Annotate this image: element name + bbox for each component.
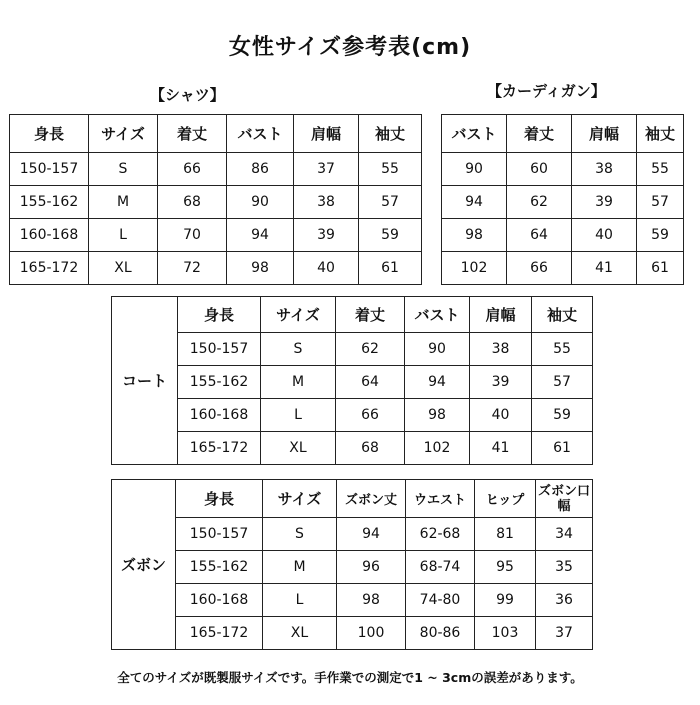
header-pants-length: ズボン丈 xyxy=(337,480,406,518)
cell: 64 xyxy=(336,366,405,399)
cell: 60 xyxy=(507,153,572,186)
header-hem-width: ズボン口幅 xyxy=(536,480,593,518)
header-shoulder: 肩幅 xyxy=(572,115,637,153)
cell: 61 xyxy=(637,252,684,285)
cell: S xyxy=(89,153,158,186)
cell: 90 xyxy=(227,186,294,219)
table-row xyxy=(112,584,593,617)
cell: L xyxy=(263,584,337,617)
cell: 41 xyxy=(470,432,532,465)
table-row xyxy=(112,399,593,432)
cell: XL xyxy=(89,252,158,285)
cell: 62 xyxy=(336,333,405,366)
header-height: 身長 xyxy=(178,297,261,333)
cell: 81 xyxy=(475,518,536,551)
cell: 98 xyxy=(227,252,294,285)
cell: 55 xyxy=(532,333,593,366)
cell: 61 xyxy=(359,252,422,285)
cell: 165-172 xyxy=(178,432,261,465)
table-row xyxy=(10,186,422,219)
cell: S xyxy=(261,333,336,366)
header-size: サイズ xyxy=(263,480,337,518)
table-row xyxy=(112,617,593,650)
cell: 68-74 xyxy=(406,551,475,584)
cell: 90 xyxy=(442,153,507,186)
cell: 39 xyxy=(572,186,637,219)
cell: 40 xyxy=(470,399,532,432)
table-row xyxy=(442,219,684,252)
cell: 100 xyxy=(337,617,406,650)
cell: 94 xyxy=(405,366,470,399)
cell: 36 xyxy=(536,584,593,617)
shirt-section-label: 【シャツ】 xyxy=(150,86,225,104)
cell: 102 xyxy=(442,252,507,285)
cell: 37 xyxy=(536,617,593,650)
cell: 57 xyxy=(637,186,684,219)
cell: 66 xyxy=(507,252,572,285)
cell: 99 xyxy=(475,584,536,617)
cell: 165-172 xyxy=(10,252,89,285)
cell: 160-168 xyxy=(178,399,261,432)
cell: 150-157 xyxy=(176,518,263,551)
header-size: サイズ xyxy=(89,115,158,153)
cell: 59 xyxy=(359,219,422,252)
table-row xyxy=(10,153,422,186)
header-sleeve: 袖丈 xyxy=(532,297,593,333)
page-title: 女性サイズ参考表(cm) xyxy=(228,35,472,60)
cell: 38 xyxy=(572,153,637,186)
cell: 94 xyxy=(337,518,406,551)
table-row xyxy=(112,366,593,399)
cell: 160-168 xyxy=(176,584,263,617)
cell: 39 xyxy=(294,219,359,252)
header-hip: ヒップ xyxy=(475,480,536,518)
cell: 150-157 xyxy=(178,333,261,366)
cell: 68 xyxy=(336,432,405,465)
cell: 94 xyxy=(442,186,507,219)
cell: 74-80 xyxy=(406,584,475,617)
cell: 150-157 xyxy=(10,153,89,186)
cell: 37 xyxy=(294,153,359,186)
cell: 155-162 xyxy=(10,186,89,219)
cell: 64 xyxy=(507,219,572,252)
cell: 72 xyxy=(158,252,227,285)
cell: 61 xyxy=(532,432,593,465)
cell: 165-172 xyxy=(176,617,263,650)
coat-row-label: コート xyxy=(112,297,178,465)
shirt-size-table xyxy=(9,114,422,285)
table-row xyxy=(10,252,422,285)
table-row xyxy=(442,153,684,186)
cell: 40 xyxy=(294,252,359,285)
header-sleeve: 袖丈 xyxy=(359,115,422,153)
cell: 66 xyxy=(336,399,405,432)
cell: 35 xyxy=(536,551,593,584)
table-row xyxy=(112,333,593,366)
measurement-note: 全てのサイズが既製服サイズです。手作業での測定で1 ~ 3cmの誤差があります。 xyxy=(117,670,583,685)
cell: 62-68 xyxy=(406,518,475,551)
table-row xyxy=(442,186,684,219)
table-row xyxy=(442,252,684,285)
header-height: 身長 xyxy=(176,480,263,518)
cell: 80-86 xyxy=(406,617,475,650)
cell: 38 xyxy=(470,333,532,366)
cell: M xyxy=(89,186,158,219)
pants-size-table xyxy=(111,479,593,650)
table-row xyxy=(112,518,593,551)
cell: 155-162 xyxy=(176,551,263,584)
header-length: 着丈 xyxy=(507,115,572,153)
table-row xyxy=(10,219,422,252)
cell: M xyxy=(261,366,336,399)
cell: 160-168 xyxy=(10,219,89,252)
cell: 57 xyxy=(359,186,422,219)
cell: 94 xyxy=(227,219,294,252)
header-sleeve: 袖丈 xyxy=(637,115,684,153)
header-shoulder: 肩幅 xyxy=(470,297,532,333)
cell: S xyxy=(263,518,337,551)
cell: 55 xyxy=(637,153,684,186)
header-shoulder: 肩幅 xyxy=(294,115,359,153)
header-height: 身長 xyxy=(10,115,89,153)
cell: 68 xyxy=(158,186,227,219)
cell: 34 xyxy=(536,518,593,551)
pants-row-label: ズボン xyxy=(112,480,176,650)
cell: L xyxy=(89,219,158,252)
table-row xyxy=(112,432,593,465)
cell: 62 xyxy=(507,186,572,219)
cell: 86 xyxy=(227,153,294,186)
header-bust: バスト xyxy=(227,115,294,153)
cell: XL xyxy=(261,432,336,465)
cell: 40 xyxy=(572,219,637,252)
cell: 98 xyxy=(442,219,507,252)
cell: 38 xyxy=(294,186,359,219)
cell: 57 xyxy=(532,366,593,399)
header-bust: バスト xyxy=(442,115,507,153)
header-size: サイズ xyxy=(261,297,336,333)
cell: 70 xyxy=(158,219,227,252)
cell: 98 xyxy=(405,399,470,432)
header-length: 着丈 xyxy=(158,115,227,153)
cell: XL xyxy=(263,617,337,650)
header-bust: バスト xyxy=(405,297,470,333)
cell: 155-162 xyxy=(178,366,261,399)
cell: 95 xyxy=(475,551,536,584)
cell: 90 xyxy=(405,333,470,366)
cell: 41 xyxy=(572,252,637,285)
cell: 39 xyxy=(470,366,532,399)
cell: 102 xyxy=(405,432,470,465)
cell: 66 xyxy=(158,153,227,186)
cell: 59 xyxy=(532,399,593,432)
cell: 55 xyxy=(359,153,422,186)
coat-size-table xyxy=(111,296,593,465)
cardigan-size-table xyxy=(441,114,684,285)
cardigan-section-label: 【カーディガン】 xyxy=(487,82,606,100)
cell: M xyxy=(263,551,337,584)
cell: 103 xyxy=(475,617,536,650)
cell: 59 xyxy=(637,219,684,252)
header-waist: ウエスト xyxy=(406,480,475,518)
cell: 96 xyxy=(337,551,406,584)
cell: 98 xyxy=(337,584,406,617)
cell: L xyxy=(261,399,336,432)
table-row xyxy=(112,551,593,584)
header-length: 着丈 xyxy=(336,297,405,333)
